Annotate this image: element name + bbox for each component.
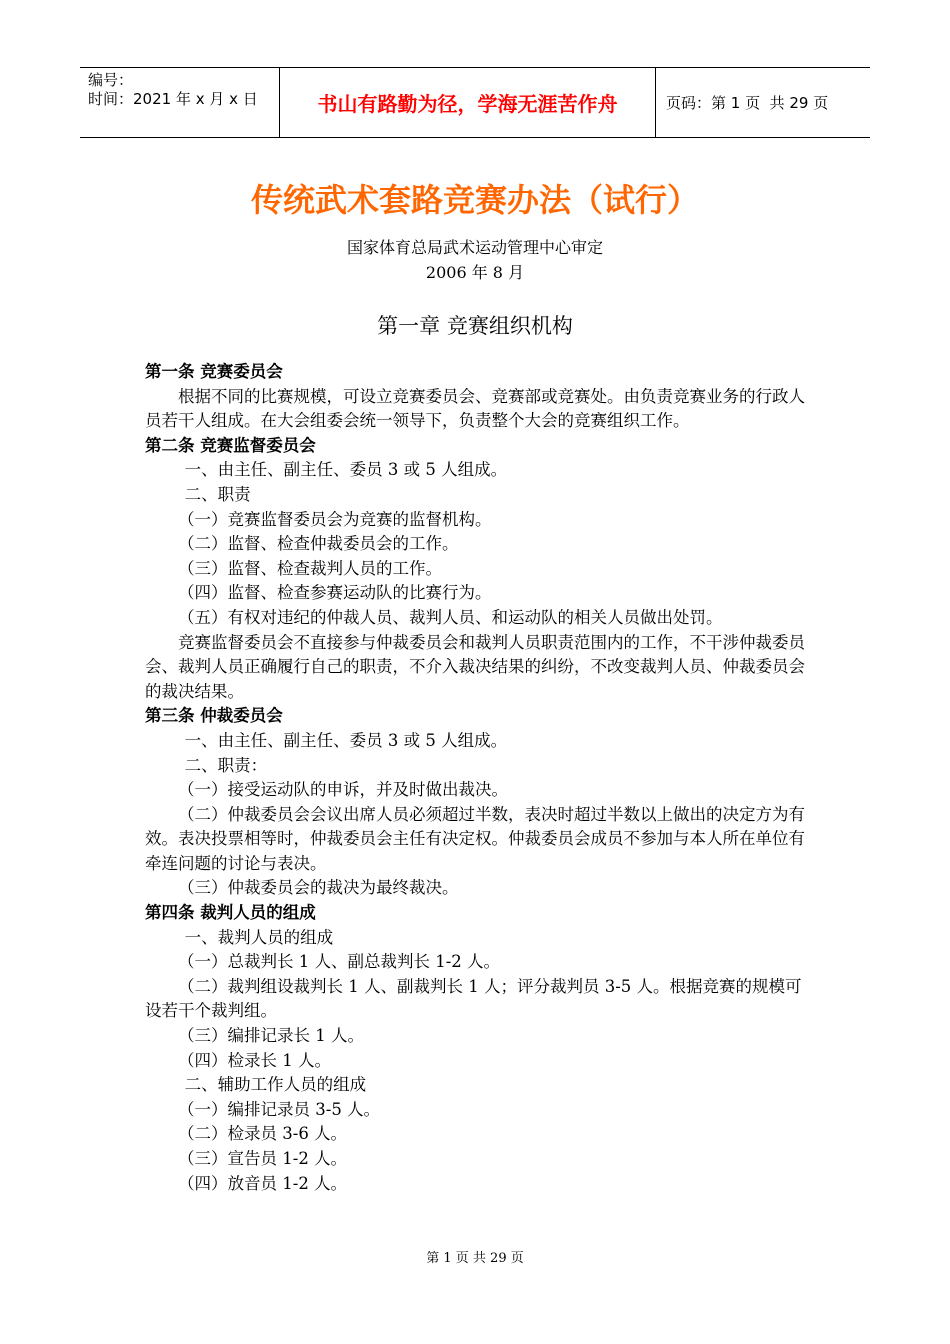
paragraph: 一、由主任、副主任、委员 3 或 5 人组成。 — [184, 460, 508, 480]
paragraph: （三）仲裁委员会的裁决为最终裁决。 — [178, 878, 459, 898]
document-title: 传统武术套路竞赛办法（试行） — [250, 181, 699, 219]
article-heading: 第三条 仲裁委员会 — [145, 706, 283, 726]
paragraph: （二）裁判组设裁判长 1 人、副裁判长 1 人；评分裁判员 3-5 人。根据竞赛的规模可设若干个裁判组。 — [145, 976, 802, 1021]
paragraph: （二）监督、检查仲裁委员会的工作。 — [178, 534, 459, 554]
paragraph: （四）监督、检查参赛运动队的比赛行为。 — [178, 583, 492, 603]
article-heading: 第一条 竞赛委员会 — [145, 362, 283, 381]
document-issuer: 国家体育总局武术运动管理中心审定 — [346, 238, 603, 257]
paragraph: （三）宣告员 1-2 人。 — [178, 1149, 348, 1168]
paragraph: 二、职责 — [184, 484, 251, 504]
number-label: 编号： — [88, 71, 134, 89]
article-heading: 第二条 竞赛监督委员会 — [145, 435, 316, 455]
paragraph: （五）有权对违纪的仲裁人员、裁判人员、和运动队的相关人员做出处罚。 — [178, 607, 723, 627]
document-date: 2006 年 8 月 — [425, 263, 525, 282]
header-motto: 书山有路勤为径，学海无涯苦作舟 — [280, 68, 656, 137]
chapter-heading: 第一章 竞赛组织机构 — [377, 314, 573, 338]
paragraph: 根据不同的比赛规模，可设立竞赛委员会、竞赛部或竞赛处。由负责竞赛业务的行政人员若干人组成。在大会组委会统一领导下，负责整个大会的竞赛组织工作。 — [145, 386, 805, 431]
paragraph: 二、职责： — [184, 755, 268, 775]
time-label: 时间：2021 年 x 月 x 日 — [88, 90, 258, 108]
page-header — [80, 67, 870, 138]
paragraph: 竞赛监督委员会不直接参与仲裁委员会和裁判人员职责范围内的工作，不干涉仲裁委员会、裁判人员正确履行自己的职责，不介入裁决结果的纠纷，不改变裁判人员、仲裁委员会的裁决结果。 — [145, 632, 805, 701]
paragraph: （一）接受运动队的申诉，并及时做出裁决。 — [178, 780, 508, 800]
paragraph: （四）检录长 1 人。 — [178, 1050, 331, 1070]
paragraph: （二）检录员 3-6 人。 — [178, 1124, 348, 1144]
paragraph: 一、裁判人员的组成 — [184, 927, 334, 947]
paragraph: （二）仲裁委员会会议出席人员必须超过半数，表决时超过半数以上做出的决定方为有效。表决投票相等时，仲裁委员会主任有决定权。仲裁委员会成员不参加与本人所在单位有牵连问题的讨论与表决。 — [145, 804, 805, 873]
paragraph: （四）放音员 1-2 人。 — [178, 1173, 348, 1193]
header-meta — [80, 68, 280, 137]
document-body — [145, 360, 810, 1196]
paragraph: （一）竞赛监督委员会为竞赛的监督机构。 — [178, 509, 492, 529]
paragraph: 二、辅助工作人员的组成 — [184, 1075, 367, 1095]
paragraph: 一、由主任、副主任、委员 3 或 5 人组成。 — [184, 730, 508, 750]
paragraph: （三）编排记录长 1 人。 — [178, 1026, 364, 1046]
paragraph: （一）总裁判长 1 人、副总裁判长 1-2 人。 — [178, 952, 501, 972]
paragraph: （三）监督、检查裁判人员的工作。 — [178, 558, 442, 578]
paragraph: （一）编排记录员 3-5 人。 — [178, 1099, 381, 1119]
page-footer: 第 1 页 共 29 页 — [426, 1251, 524, 1266]
article-heading: 第四条 裁判人员的组成 — [145, 903, 316, 923]
header-page-info: 页码：第 1 页 共 29 页 — [666, 94, 829, 112]
